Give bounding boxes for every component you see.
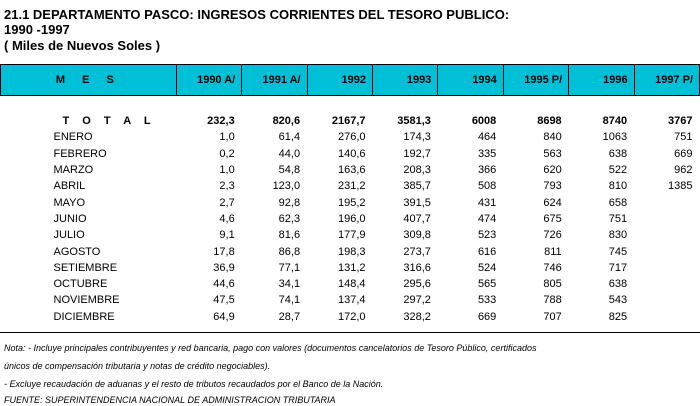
column-header-year: 1995 P/	[503, 65, 568, 96]
value-cell: 9,1	[219, 229, 235, 242]
value-cell: 0,2	[219, 147, 235, 160]
value-cell: 508	[477, 180, 497, 193]
table-body	[1, 96, 700, 325]
value-cell: 565	[477, 278, 497, 291]
value-cell: 297,2	[403, 294, 431, 307]
value-cell: 474	[477, 212, 497, 225]
value-cell: 47,5	[213, 294, 235, 307]
value-cell: 707	[543, 310, 562, 323]
value-cell: 533	[477, 294, 497, 307]
value-cell: 751	[674, 131, 693, 144]
value-cell: 805	[543, 278, 562, 291]
column-header-year: 1994	[438, 65, 503, 96]
value-cell: 86,8	[278, 245, 301, 258]
value-cell: 328,2	[403, 310, 431, 323]
column-header-year: 1991 A/	[242, 65, 307, 96]
value-cell: 44,6	[213, 278, 235, 291]
value-cell: 74,1	[278, 294, 301, 307]
value-cell: 620	[543, 164, 562, 177]
table-row	[1, 194, 700, 210]
row-label: MARZO	[53, 164, 94, 177]
table-row	[1, 276, 700, 292]
value-cell: 4,6	[219, 212, 235, 225]
value-cell: 92,8	[278, 196, 301, 209]
value-cell: 232,3	[207, 115, 235, 128]
value-cell	[634, 194, 699, 210]
value-cell: 140,6	[337, 147, 366, 160]
row-label: FEBRERO	[53, 147, 107, 160]
value-cell: 726	[543, 229, 562, 242]
value-cell: 366	[477, 164, 497, 177]
value-cell: 77,1	[278, 261, 301, 274]
table-row	[1, 227, 700, 243]
value-cell: 54,8	[278, 164, 301, 177]
value-cell: 8698	[537, 115, 562, 128]
value-cell: 195,2	[337, 196, 366, 209]
column-header-year: 1993	[373, 65, 438, 96]
value-cell: 616	[477, 245, 497, 258]
row-label: SETIEMBRE	[53, 261, 118, 274]
value-cell: 391,5	[403, 196, 431, 209]
value-cell: 335	[477, 147, 497, 160]
value-cell: 1,0	[219, 131, 235, 144]
source-note: FUENTE: SUPERINTENDENCIA NACIONAL DE ADMINISTRACION TRIBUTARIA	[4, 395, 336, 405]
value-cell: 137,4	[337, 294, 366, 307]
bottom-rule	[0, 332, 700, 333]
table-period: 1990 -1997	[4, 22, 70, 37]
table-row	[1, 129, 700, 145]
value-cell: 2167,7	[331, 115, 366, 128]
value-cell: 36,9	[213, 261, 235, 274]
footnote-1: Nota: - Incluye principales contribuyentes y red bancaria, pago con valores (documentos cancelatorios de Tesoro Público, certificados	[4, 343, 537, 353]
row-label: JUNIO	[53, 212, 87, 225]
table-row	[1, 243, 700, 259]
row-label: MAYO	[53, 196, 86, 209]
value-cell: 62,3	[278, 212, 301, 225]
value-cell: 746	[543, 261, 562, 274]
value-cell: 196,0	[337, 212, 366, 225]
value-cell: 3581,3	[397, 115, 431, 128]
value-cell: 172,0	[337, 310, 366, 323]
column-header-year: 1997 P/	[634, 65, 699, 96]
value-cell: 2,7	[219, 196, 235, 209]
table-row	[1, 309, 700, 325]
value-cell: 276,0	[337, 131, 366, 144]
value-cell: 3767	[668, 115, 693, 128]
value-cell: 231,2	[337, 180, 366, 193]
value-cell: 788	[543, 294, 562, 307]
value-cell: 745	[608, 245, 628, 258]
value-cell: 1,0	[219, 164, 235, 177]
table-row	[1, 260, 700, 276]
value-cell: 751	[608, 212, 628, 225]
table-units: ( Miles de Nuevos Soles )	[4, 38, 161, 53]
column-header-year: 1992	[307, 65, 372, 96]
value-cell: 563	[543, 147, 562, 160]
value-cell: 638	[608, 147, 628, 160]
value-cell: 810	[608, 180, 628, 193]
value-cell: 208,3	[403, 164, 431, 177]
value-cell: 198,3	[337, 245, 366, 258]
value-cell: 820,6	[272, 115, 301, 128]
value-cell: 543	[608, 294, 628, 307]
value-cell: 295,6	[403, 278, 431, 291]
value-cell: 1063	[602, 131, 628, 144]
value-cell: 131,2	[337, 261, 366, 274]
value-cell: 385,7	[403, 180, 431, 193]
value-cell: 830	[608, 229, 628, 242]
value-cell: 28,7	[278, 310, 301, 323]
value-cell	[634, 243, 699, 259]
value-cell: 407,7	[403, 212, 431, 225]
revenue-table	[0, 64, 700, 325]
row-label: NOVIEMBRE	[53, 294, 120, 307]
table-row	[1, 178, 700, 194]
value-cell: 624	[543, 196, 562, 209]
value-cell: 431	[477, 196, 497, 209]
value-cell: 44,0	[278, 147, 301, 160]
header-row	[1, 65, 700, 96]
value-cell: 669	[674, 147, 693, 160]
value-cell: 34,1	[278, 278, 301, 291]
footnote-2: únicos de compensación tributaria y notas de crédito negociables).	[4, 361, 271, 371]
value-cell: 148,4	[337, 278, 366, 291]
value-cell: 840	[543, 131, 562, 144]
value-cell: 316,6	[403, 261, 431, 274]
value-cell	[634, 260, 699, 276]
value-cell: 163,6	[337, 164, 366, 177]
value-cell: 524	[477, 261, 497, 274]
value-cell: 675	[543, 212, 562, 225]
row-label: ABRIL	[53, 180, 86, 193]
value-cell: 192,7	[403, 147, 431, 160]
value-cell: 811	[544, 245, 562, 258]
value-cell: 309,8	[403, 229, 431, 242]
value-cell: 522	[608, 164, 628, 177]
value-cell: 81,6	[278, 229, 301, 242]
value-cell	[634, 276, 699, 292]
row-label: AGOSTO	[53, 245, 101, 258]
table-row	[1, 162, 700, 178]
column-header-year: 1990 A/	[176, 65, 241, 96]
row-label: T O T A L	[62, 115, 156, 128]
value-cell	[634, 227, 699, 243]
value-cell: 825	[608, 310, 628, 323]
value-cell: 8740	[602, 115, 628, 128]
table-title: 21.1 DEPARTAMENTO PASCO: INGRESOS CORRIENTES DEL TESORO PUBLICO:	[4, 7, 510, 22]
value-cell: 177,9	[337, 229, 366, 242]
column-header-month: M E S	[1, 65, 177, 96]
row-label: OCTUBRE	[53, 278, 108, 291]
value-cell: 174,3	[403, 131, 431, 144]
value-cell	[634, 309, 699, 325]
value-cell: 523	[477, 229, 497, 242]
value-cell: 64,9	[213, 310, 235, 323]
table-row	[1, 211, 700, 227]
value-cell	[634, 211, 699, 227]
value-cell: 61,4	[278, 131, 301, 144]
spacer-row	[1, 96, 700, 114]
value-cell: 638	[608, 278, 628, 291]
value-cell: 962	[674, 164, 693, 177]
column-header-year: 1996	[569, 65, 634, 96]
row-label: ENERO	[53, 131, 93, 144]
value-cell: 6008	[471, 115, 497, 128]
table-row	[1, 146, 700, 162]
value-cell: 1385	[668, 180, 693, 193]
total-row	[1, 113, 700, 129]
value-cell: 273,7	[403, 245, 431, 258]
value-cell: 123,0	[272, 180, 301, 193]
row-label: DICIEMBRE	[53, 310, 115, 323]
value-cell: 658	[608, 196, 628, 209]
row-label: JULIO	[53, 229, 85, 242]
value-cell: 669	[477, 310, 497, 323]
value-cell: 717	[608, 261, 628, 274]
table-row	[1, 292, 700, 308]
value-cell	[634, 292, 699, 308]
footnote-3: - Excluye recaudación de aduanas y el resto de tributos recaudados por el Banco de la Nación.	[4, 379, 384, 389]
value-cell: 464	[477, 131, 497, 144]
value-cell: 793	[543, 180, 562, 193]
value-cell: 2,3	[219, 180, 235, 193]
value-cell: 17,8	[213, 245, 235, 258]
